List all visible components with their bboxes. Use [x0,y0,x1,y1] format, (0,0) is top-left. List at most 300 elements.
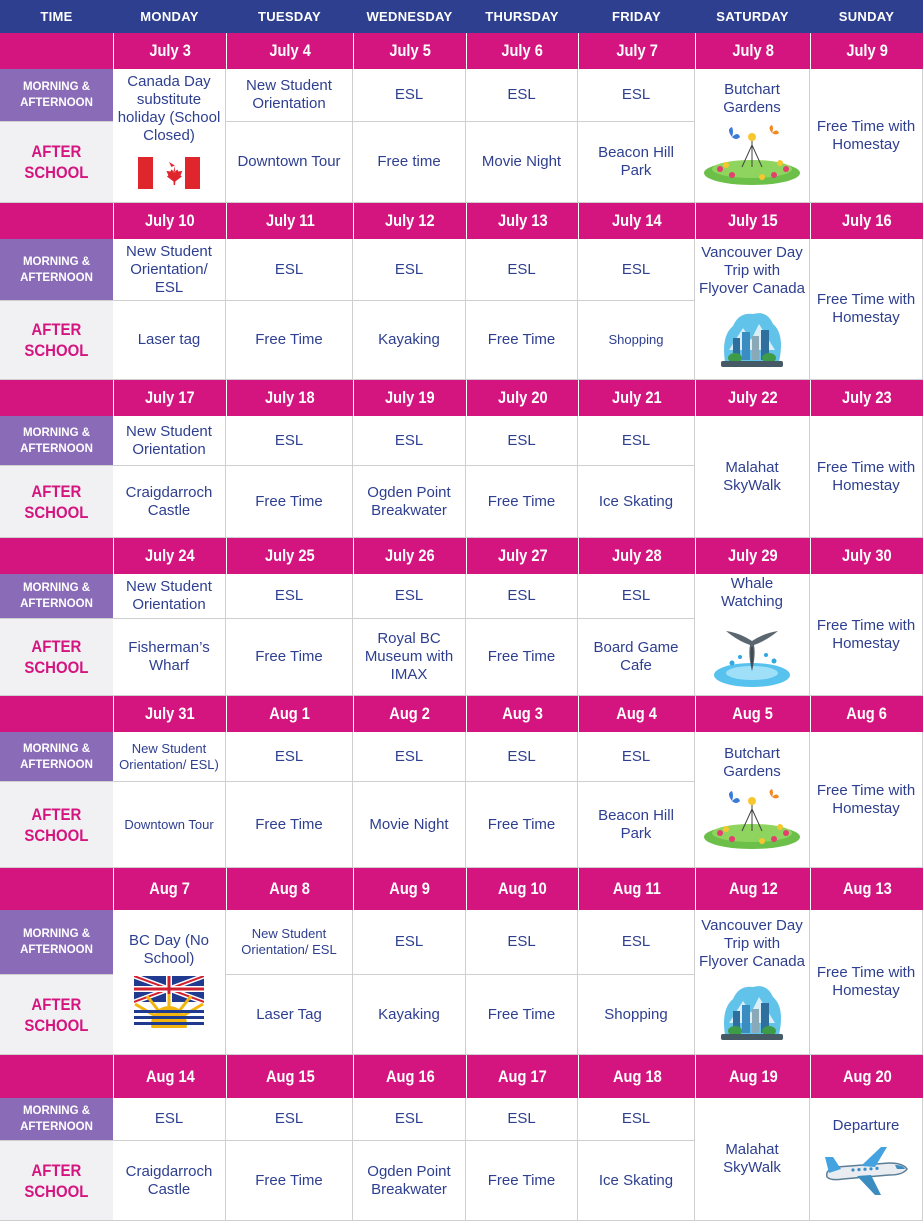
morning-afternoon-label [0,239,113,301]
activity-cell [578,301,695,380]
date-label: Aug 5 [732,704,774,723]
date-cell [695,33,810,69]
activity-text: New Student Orientation [126,422,212,458]
activity-text: Free Time with Homestay [816,117,916,153]
date-label: July 18 [265,388,315,407]
after-label-line2: SCHOOL [24,163,89,182]
date-cell [353,696,466,732]
activity-cell [810,574,923,696]
morning-label-line1: MORNING & [22,1105,91,1117]
date-cell [353,868,466,910]
activity-text: Beacon Hill Park [598,806,674,842]
activity-text: Shopping [604,1005,668,1023]
after-label-line1: AFTER [31,637,82,656]
activity-cell [113,732,226,782]
date-cell [695,868,810,910]
activity-cell [466,910,578,975]
day-header-label: THURSDAY [485,9,559,24]
date-cell [810,203,923,239]
date-label: July 7 [616,41,658,60]
activity-cell [578,619,695,696]
after-school-label [0,1141,113,1221]
day-header-label: MONDAY [140,9,199,24]
activity-cell [226,466,353,538]
activity-cell [466,301,578,380]
date-label: July 29 [728,546,778,565]
day-header-tuesday [226,0,353,33]
date-cell [226,538,353,574]
after-label-line2: SCHOOL [24,502,89,522]
date-cell [810,538,923,574]
date-label: July 12 [385,211,435,230]
activity-text: Vancouver Day Trip with Flyover Canada [699,243,805,297]
date-cell [695,203,810,239]
morning-label-line1: MORNING & [22,582,91,594]
activity-cell [466,975,578,1055]
activity-text: Laser Tag [256,1005,322,1023]
morning-label-line1: MORNING & [22,426,91,439]
activity-text: ESL [274,747,304,765]
activity-cell [353,239,466,301]
activity-text: ESL [394,587,424,604]
morning-afternoon-label [0,416,113,466]
activity-cell [113,1141,226,1221]
activity-cell [226,619,353,696]
activity-text: Free Time [487,492,556,510]
day-header-monday [113,0,226,33]
activity-text: Free time [377,153,441,170]
date-label: July 27 [497,546,548,565]
activity-cell [226,732,353,782]
activity-cell [113,910,226,1055]
activity-text: Whale Watching [721,575,783,610]
activity-cell [353,69,466,122]
date-cell [113,538,226,574]
date-label: July 8 [732,41,774,60]
date-cell [113,696,226,732]
after-label-line1: AFTER [31,804,82,824]
morning-label-line2: AFTERNOON [20,1121,93,1133]
activity-cell [113,1098,226,1141]
airplane-icon [823,1143,909,1202]
activity-text: Free Time [487,331,556,348]
date-cell [810,33,923,69]
date-cell [466,33,578,69]
activity-cell [578,416,695,466]
morning-afternoon-label [0,574,113,619]
activity-text: ESL [394,260,424,278]
date-cell [578,33,695,69]
activity-text: ESL [394,933,424,950]
activity-cell [695,416,810,538]
activity-cell [578,782,695,868]
date-label: Aug 12 [728,879,778,898]
date-label: July 17 [145,388,195,407]
date-label: July 22 [728,388,778,407]
activity-cell [466,1141,578,1221]
date-cell [113,1055,226,1098]
date-label: Aug 2 [389,704,431,723]
morning-label-line2: AFTERNOON [20,944,93,956]
date-cell [695,538,810,574]
activity-cell [353,466,466,538]
activity-cell [578,239,695,301]
activity-text: Ice Skating [598,492,674,510]
activity-text: New Student Orientation [246,77,332,112]
activity-cell [226,301,353,380]
morning-afternoon-label [0,732,113,782]
date-label: Aug 10 [498,879,547,898]
after-label-line1: AFTER [31,1160,82,1180]
activity-text: Kayaking [378,1005,440,1023]
bc-flag-icon [134,976,204,1033]
activity-text: ESL [394,431,424,449]
date-cell [226,203,353,239]
date-cell [695,1055,810,1098]
activity-cell [353,574,466,619]
activity-cell [466,466,578,538]
date-label: July 20 [497,388,548,407]
activity-text: Butchart Gardens [723,81,781,116]
morning-label-line2: AFTERNOON [20,271,93,284]
activity-text: ESL [394,1110,424,1127]
date-cell [353,1055,466,1098]
activity-cell [113,69,226,203]
date-cell [466,380,578,416]
activity-text: Beacon Hill Park [598,144,674,179]
activity-text: ESL [274,260,304,278]
date-label: July 14 [612,211,662,230]
date-label: July 6 [501,41,544,60]
after-label-line1: AFTER [31,142,82,161]
day-header-label: SUNDAY [838,9,895,24]
activity-text: Movie Night [481,153,562,170]
date-label: July 28 [612,546,662,565]
date-label: Aug 7 [149,879,191,898]
day-header-wednesday [353,0,466,33]
activity-text: Vancouver Day Trip with Flyover Canada [699,916,805,970]
date-cell [226,1055,353,1098]
date-label: July 30 [842,546,892,565]
date-label: Aug 18 [612,1066,662,1086]
vancouver-icon [717,979,787,1048]
activity-text: Free Time [255,1171,323,1189]
activity-text: ESL [621,1110,651,1127]
date-cell [578,868,695,910]
activity-cell [695,69,810,203]
date-cell [226,33,353,69]
activity-cell [578,122,695,203]
after-label-line1: AFTER [31,481,82,501]
date-label: Aug 4 [616,704,658,723]
date-label: Aug 11 [613,879,661,898]
activity-text: ESL [274,1110,304,1127]
activity-text: Craigdarroch Castle [125,1162,213,1198]
date-label: July 3 [149,41,191,60]
after-label-line1: AFTER [31,994,82,1014]
activity-cell [466,732,578,782]
activity-text: BC Day (No School) [128,931,210,967]
activity-cell [226,782,353,868]
date-label: Aug 17 [498,1066,547,1086]
activity-cell [695,1098,810,1221]
date-cell [226,868,353,910]
date-label: July 26 [385,546,435,565]
date-cell [353,538,466,574]
activity-cell [578,574,695,619]
activity-cell [578,1098,695,1141]
morning-afternoon-label [0,910,113,975]
activity-cell [810,910,923,1055]
date-label: July 25 [265,546,315,565]
activity-text: Canada Day substitute holiday (School Closed) [117,73,221,144]
activity-text: Ogden Point Breakwater [367,1162,451,1198]
activity-text: ESL [507,1110,536,1127]
activity-text: ESL [394,86,424,103]
date-label: Aug 3 [502,704,543,723]
activity-text: ESL [621,431,651,449]
date-cell [695,696,810,732]
activity-text: Malahat SkyWalk [723,458,781,494]
date-label: July 24 [145,546,195,565]
date-cell [113,380,226,416]
date-label: July 11 [265,211,315,230]
day-header-saturday [695,0,810,33]
date-cell [810,1055,923,1098]
activity-cell [810,1098,923,1221]
date-label: Aug 20 [842,1066,892,1086]
date-cell [113,203,226,239]
date-cell [466,868,578,910]
activity-text: Free Time [487,1171,556,1189]
date-cell [353,203,466,239]
activity-text: Free Time [487,815,556,833]
morning-label-line2: AFTERNOON [20,442,93,455]
activity-cell [578,69,695,122]
activity-cell [466,574,578,619]
activity-cell [578,732,695,782]
activity-text: Ice Skating [598,1171,674,1189]
after-label-line2: SCHOOL [24,341,89,360]
activity-cell [466,69,578,122]
activity-cell [226,239,353,301]
activity-text: Free Time [487,1005,556,1023]
activity-text: ESL [507,431,536,449]
date-label: July 31 [145,704,195,723]
activity-cell [113,239,226,301]
activity-cell [113,574,226,619]
after-school-label [0,975,113,1055]
activity-cell [695,239,810,380]
activity-cell [695,732,810,868]
activity-text: ESL [274,431,304,449]
activity-cell [466,619,578,696]
day-header-label: SATURDAY [716,9,789,24]
date-label: Aug 8 [269,879,311,898]
activity-text: Free Time [255,648,323,665]
after-school-label [0,619,113,696]
activity-cell [353,619,466,696]
after-label-line2: SCHOOL [24,825,89,845]
date-cell [578,1055,695,1098]
activity-cell [466,416,578,466]
morning-label-line2: AFTERNOON [20,598,93,610]
morning-label-line1: MORNING & [22,81,91,93]
activity-text: ESL [507,587,536,604]
activity-cell [226,1098,353,1141]
activity-cell [810,69,923,203]
activity-text: ESL [621,260,651,278]
date-label: Aug 14 [145,1066,195,1086]
activity-text: ESL [507,260,536,278]
date-label: Aug 15 [265,1066,315,1086]
after-label-line2: SCHOOL [24,1015,89,1035]
activity-cell [353,416,466,466]
after-school-label [0,466,113,538]
activity-text: Free Time with Homestay [816,291,916,326]
date-label: Aug 9 [389,879,431,898]
activity-text: ESL [274,587,304,604]
activity-text: Free Time [255,492,323,510]
date-cell [466,538,578,574]
activity-cell [353,732,466,782]
activity-cell [113,466,226,538]
date-label: July 9 [846,41,888,60]
activity-text: ESL [154,1110,184,1127]
date-cell [578,380,695,416]
activity-text: ESL [507,933,536,950]
whale-tail-icon [712,619,792,694]
date-cell [113,868,226,910]
date-label: July 19 [385,388,435,407]
date-cell [113,33,226,69]
activity-text: ESL [507,747,536,765]
activity-cell [226,910,353,975]
activity-cell [578,1141,695,1221]
day-header-label: TUESDAY [257,9,322,24]
activity-text: New Student Orientation/ ESL [126,242,212,296]
date-label: Aug 16 [385,1066,435,1086]
day-header-friday [578,0,695,33]
activity-text: ESL [394,747,424,765]
activity-cell [113,619,226,696]
activity-cell [226,69,353,122]
date-cell [466,203,578,239]
activity-cell [466,1098,578,1141]
activity-cell [810,416,923,538]
activity-cell [226,574,353,619]
date-cell [578,203,695,239]
date-cell [226,696,353,732]
activity-text: Butchart Gardens [723,745,781,780]
vancouver-icon [717,306,787,375]
activity-cell [113,782,226,868]
after-label-line1: AFTER [31,320,82,339]
morning-label-line2: AFTERNOON [20,97,93,109]
after-school-label [0,301,113,380]
day-header-label: WEDNESDAY [366,9,453,24]
date-cell [578,696,695,732]
activity-text: Laser tag [137,331,201,348]
date-label: July 10 [145,211,195,230]
date-cell [810,380,923,416]
activity-text: Board Game Cafe [593,639,679,674]
date-cell [810,696,923,732]
after-label-line2: SCHOOL [24,658,89,677]
activity-text: ESL [621,933,651,950]
activity-text: Departure [832,1116,900,1134]
activity-text: ESL [621,587,651,604]
activity-text: Free Time with Homestay [816,458,916,494]
morning-afternoon-label [0,69,113,122]
activity-cell [466,239,578,301]
activity-cell [695,574,810,696]
date-label: July 21 [612,388,662,407]
morning-label-line1: MORNING & [22,928,91,940]
activity-cell [810,732,923,868]
activity-cell [353,910,466,975]
activity-cell [226,122,353,203]
activity-text: New Student Orientation/ ESL [241,926,337,957]
activity-cell [810,239,923,380]
activity-text: Free Time [255,331,323,348]
activity-text: Free Time with Homestay [816,616,916,652]
activity-cell [578,975,695,1055]
date-label: July 13 [497,211,548,230]
activity-text: ESL [621,747,651,765]
day-header-sunday [810,0,923,33]
after-label-line2: SCHOOL [24,1181,89,1201]
date-cell [810,868,923,910]
after-school-label [0,782,113,868]
activity-text: Ogden Point Breakwater [367,483,451,519]
activity-text: Free Time with Homestay [816,781,916,817]
activity-text: New Student Orientation [126,578,212,613]
activity-text: Free Time [255,815,323,833]
morning-afternoon-label [0,1098,113,1141]
activity-cell [466,122,578,203]
activity-cell [695,910,810,1055]
activity-cell [353,301,466,380]
activity-cell [353,782,466,868]
activity-cell [226,975,353,1055]
date-label: July 23 [842,388,892,407]
date-cell [695,380,810,416]
morning-label-line2: AFTERNOON [20,758,93,771]
date-cell [578,538,695,574]
canada-flag-icon [138,153,200,198]
garden-icon [702,789,802,854]
day-header-label: FRIDAY [612,9,661,24]
activity-cell [226,1141,353,1221]
activity-cell [578,466,695,538]
activity-text: New Student Orientation/ ESL) [119,740,219,772]
morning-label-line1: MORNING & [22,255,91,268]
time-column-header [0,0,113,33]
activity-cell [353,122,466,203]
activity-text: Fisherman’s Wharf [128,639,210,674]
activity-text: Royal BC Museum with IMAX [364,630,454,683]
date-label: July 15 [728,211,778,230]
activity-cell [578,910,695,975]
activity-text: Craigdarroch Castle [125,483,213,519]
date-label: July 5 [389,41,431,60]
day-header-thursday [466,0,578,33]
activity-cell [113,301,226,380]
garden-icon [702,125,802,190]
activity-cell [226,416,353,466]
date-cell [353,380,466,416]
